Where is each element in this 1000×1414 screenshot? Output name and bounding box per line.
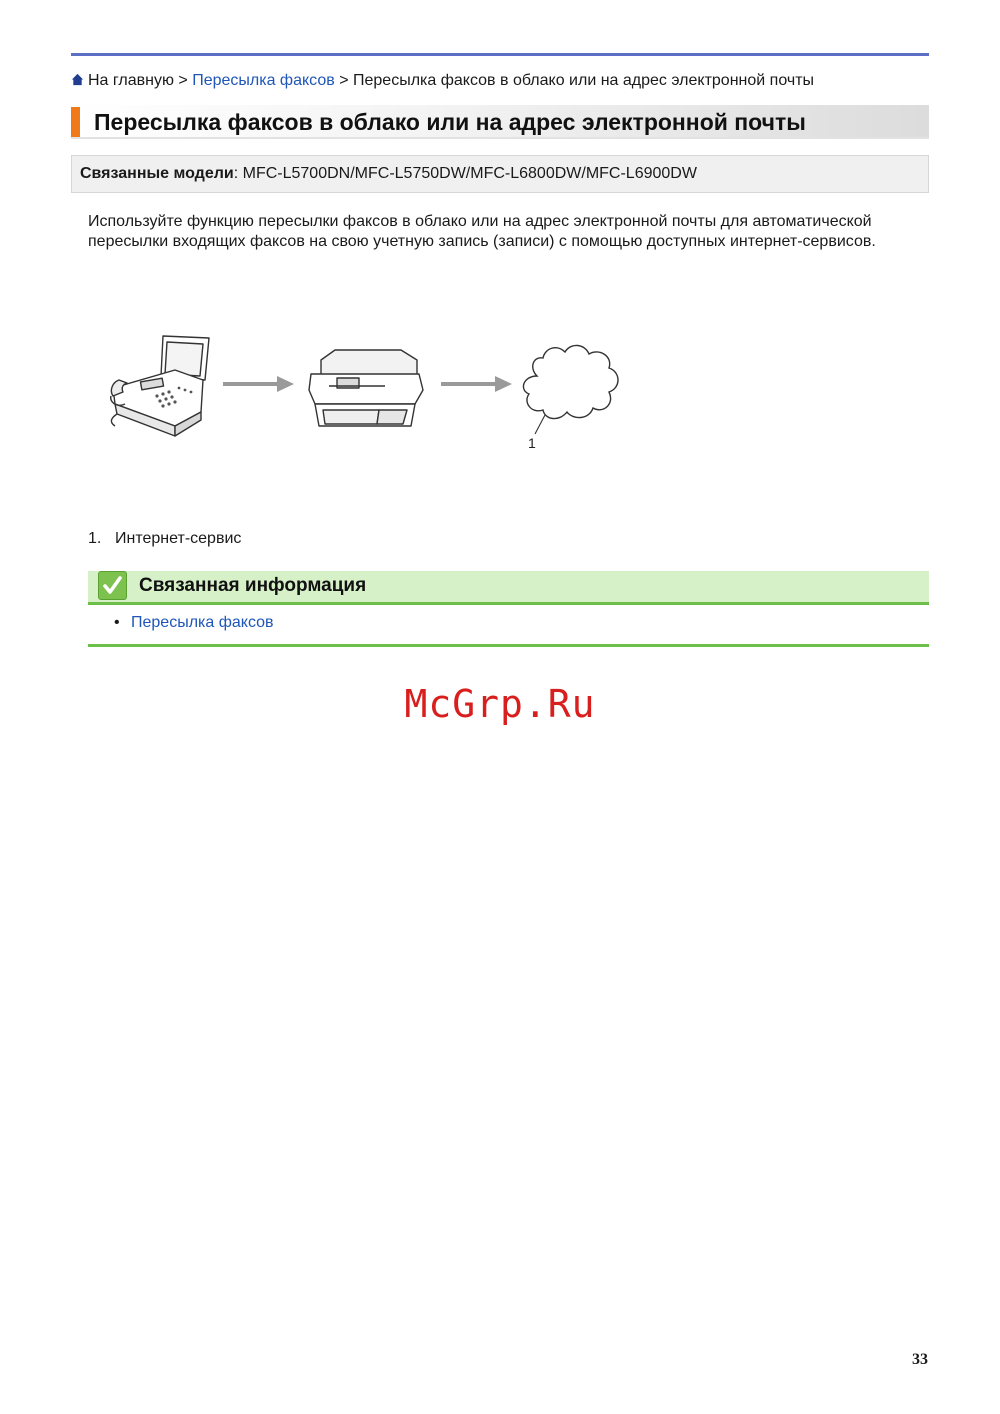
related-links-list bbox=[114, 613, 274, 633]
breadcrumb-current: Пересылка факсов в облако или на адрес электронной почты bbox=[353, 72, 815, 89]
related-models-text: Связанные модели: MFC-L5700DN/MFC-L5750DW/MFC-L6800DW/MFC-L6900DW bbox=[80, 165, 697, 182]
breadcrumb-link-fax-forwarding[interactable]: Пересылка факсов bbox=[192, 72, 335, 89]
related-models-value: MFC-L5700DN/MFC-L5750DW/MFC-L6800DW/MFC-L6900DW bbox=[242, 165, 697, 182]
intro-paragraph: Используйте функцию пересылки факсов в облако или на адрес электронной почты для автоматической пересылки входящих факсов на свою учетную запись (записи) с помощью доступных интернет-сервисов. bbox=[88, 213, 876, 250]
breadcrumb bbox=[71, 71, 814, 91]
related-models-box bbox=[71, 155, 929, 193]
legend-item-number: 1. bbox=[88, 530, 102, 547]
related-info-header bbox=[88, 571, 929, 605]
title-accent bbox=[71, 107, 80, 137]
page-number: 33 bbox=[912, 1351, 928, 1368]
check-icon bbox=[98, 571, 127, 600]
bullet: • bbox=[114, 614, 120, 631]
page-title: Пересылка факсов в облако или на адрес электронной почты bbox=[94, 109, 806, 135]
related-bottom-rule bbox=[88, 644, 929, 647]
arrow-right-icon bbox=[441, 376, 512, 392]
home-icon[interactable] bbox=[71, 73, 84, 86]
cloud-icon bbox=[523, 345, 618, 451]
breadcrumb-home[interactable]: На главную bbox=[88, 72, 174, 89]
title-bar bbox=[71, 105, 929, 139]
list-item bbox=[114, 613, 274, 633]
arrow-right-icon bbox=[223, 376, 294, 392]
watermark: McGrp.Ru bbox=[404, 682, 596, 726]
legend-list bbox=[88, 529, 241, 549]
callout-number: 1 bbox=[528, 435, 536, 451]
top-rule bbox=[71, 53, 929, 56]
legend-item bbox=[88, 529, 241, 549]
fax-machine-icon bbox=[111, 336, 209, 436]
related-models-label: Связанные модели bbox=[80, 165, 234, 182]
fax-forwarding-diagram bbox=[105, 330, 635, 460]
related-info-title: Связанная информация bbox=[139, 575, 367, 596]
breadcrumb-separator: > bbox=[178, 72, 188, 89]
legend-item-text: Интернет-сервис bbox=[115, 530, 242, 547]
breadcrumb-separator: > bbox=[339, 72, 349, 89]
printer-icon bbox=[309, 350, 423, 426]
related-link-fax-forwarding[interactable]: Пересылка факсов bbox=[131, 614, 274, 631]
